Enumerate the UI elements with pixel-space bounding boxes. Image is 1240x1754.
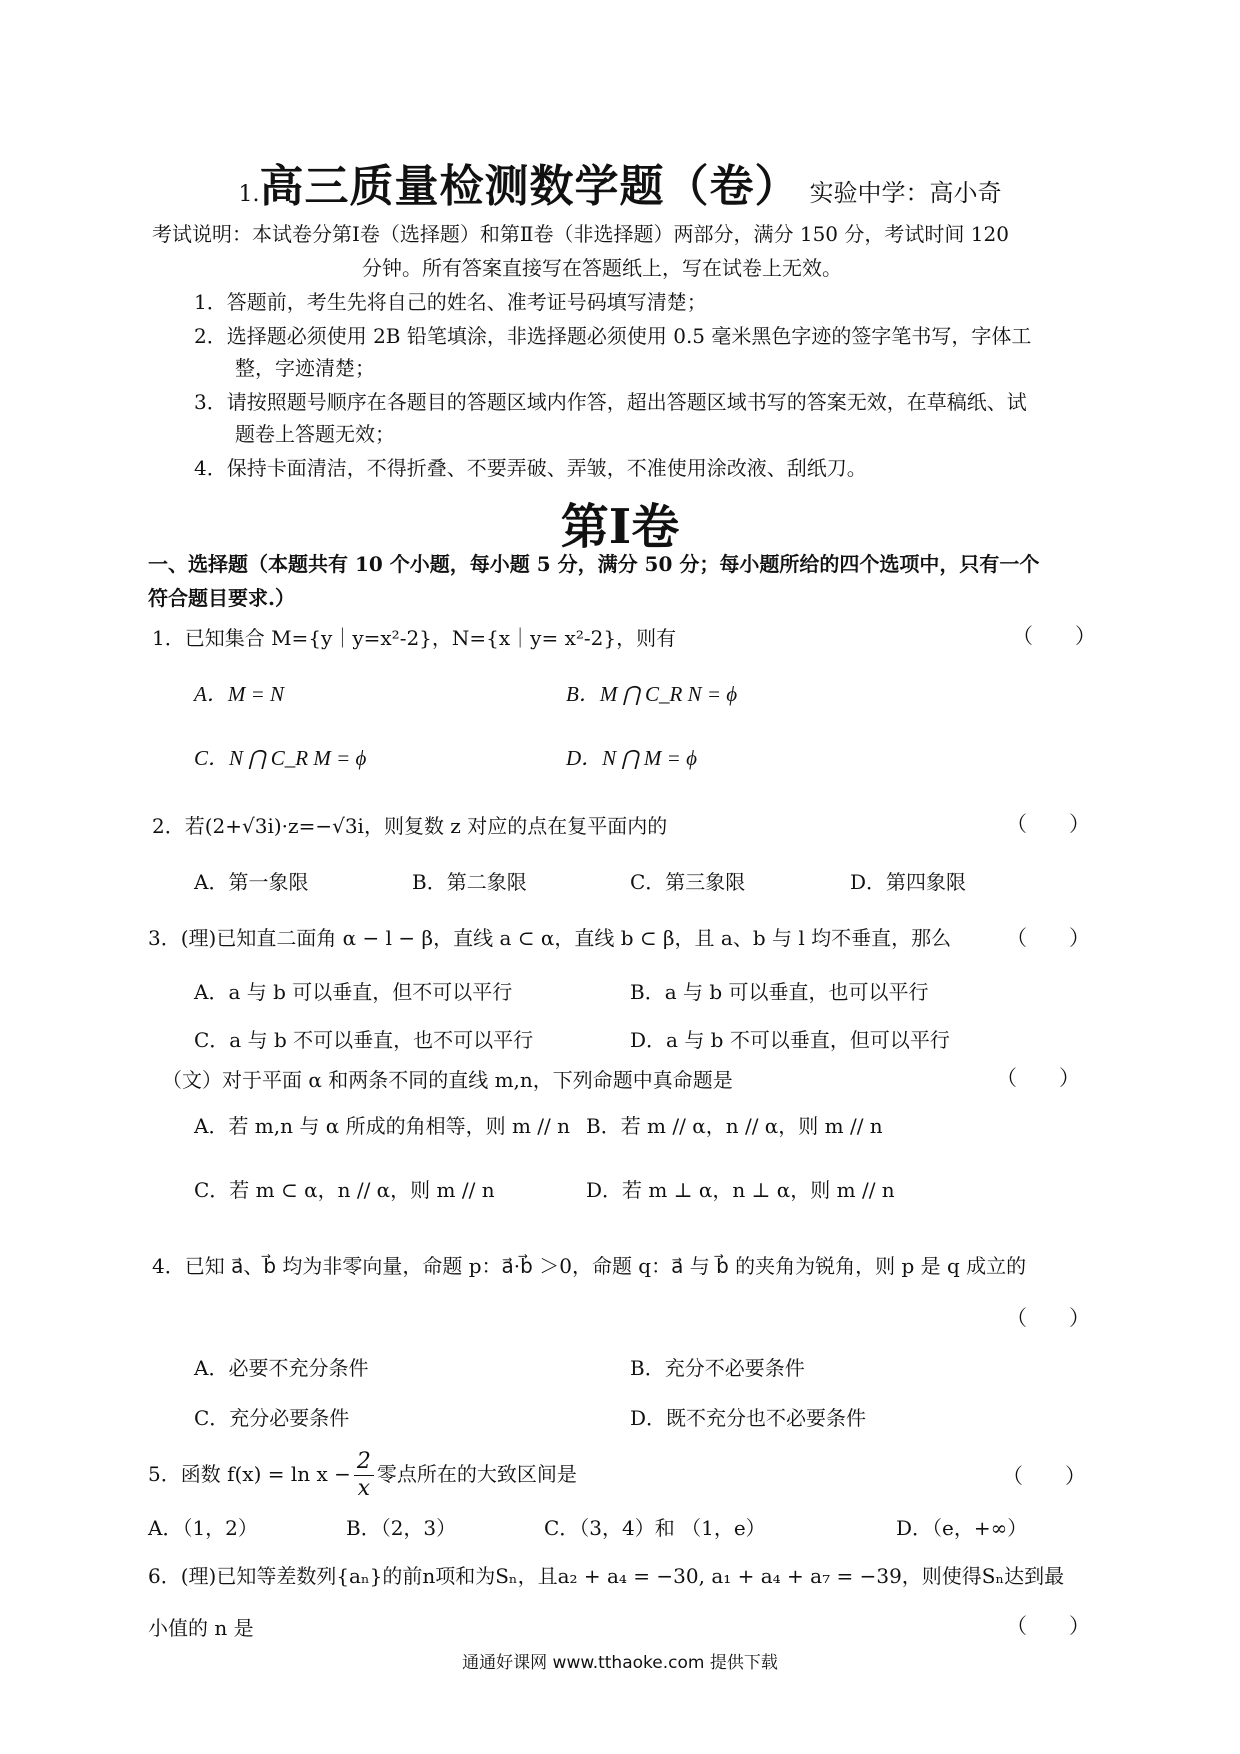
note-item-4: 4．保持卡面清洁，不得折叠、不要弄破、弄皱，不准使用涂改液、刮纸刀。	[194, 456, 867, 480]
q5-stem	[148, 1446, 577, 1502]
q5-option-c: C．（3，4）和 （1，e）	[544, 1516, 766, 1540]
q3-stem: 3．(理)已知直二面角 α − l − β，直线 a ⊂ α，直线 b ⊂ β，且 a、b 与 l 均不垂直，那么	[148, 926, 952, 950]
header-number: 1.	[238, 182, 260, 207]
exam-header	[0, 150, 1240, 214]
q2-answer-paren: （ ）	[1006, 812, 1090, 836]
q2-stem: 2．若(2+√3i)·z=−√3i，则复数 z 对应的点在复平面内的	[152, 814, 668, 838]
q3-wen-answer-paren: （ ）	[996, 1066, 1080, 1090]
q4-option-c: C．充分必要条件	[194, 1406, 350, 1430]
q1-answer-paren: （ ）	[1012, 624, 1096, 648]
q1-option-c: C．N ⋂ C_R M = ϕ	[194, 746, 367, 770]
q3-wen-option-d: D．若 m ⊥ α，n ⊥ α，则 m // n	[586, 1178, 895, 1202]
q4-stem: 4．已知 a⃗、b⃗ 均为非零向量，命题 p：a⃗·b⃗ ＞0，命题 q：a⃗ 与 b⃗ 的夹角为锐角，则 p 是 q 成立的	[152, 1254, 1027, 1278]
q1-option-d: D．N ⋂ M = ϕ	[566, 746, 697, 770]
q1-stem: 1．已知集合 M={y｜y=x²-2}，N={x｜y= x²-2}，则有	[152, 626, 677, 650]
q3-wen-option-a: A．若 m,n 与 α 所成的角相等，则 m // n	[194, 1114, 570, 1138]
exam-notes-line2: 分钟。所有答案直接写在答题纸上，写在试卷上无效。	[362, 256, 842, 280]
q5-fraction	[354, 1449, 374, 1502]
q3-option-b: B．a 与 b 可以垂直，也可以平行	[630, 980, 929, 1004]
q5-frac-den: x	[357, 1476, 371, 1501]
q3-answer-paren: （ ）	[1006, 926, 1090, 950]
q1-option-b: B．M ⋂ C_R N = ϕ	[566, 682, 738, 706]
q5-option-d: D．（e，+∞）	[896, 1516, 1028, 1540]
q3-wen-option-c: C．若 m ⊂ α，n // α，则 m // n	[194, 1178, 495, 1202]
q2-option-c: C．第三象限	[630, 870, 746, 894]
note-item-3-cont: 题卷上答题无效；	[235, 422, 395, 446]
exam-notes-line1: 考试说明：本试卷分第Ⅰ卷（选择题）和第Ⅱ卷（非选择题）两部分，满分 150 分，考试时间 120	[152, 222, 1009, 246]
q5-option-a: A．（1，2）	[148, 1516, 258, 1540]
q2-option-d: D．第四象限	[850, 870, 967, 894]
q4-option-b: B．充分不必要条件	[630, 1356, 805, 1380]
q6-stem-cont: 小值的 n 是	[148, 1616, 254, 1640]
q5-stem-post: 零点所在的大致区间是	[376, 1462, 577, 1486]
q3-option-d: D．a 与 b 不可以垂直，但可以平行	[630, 1028, 950, 1052]
note-item-2-cont: 整，字迹清楚；	[235, 356, 375, 380]
q2-option-b: B．第二象限	[412, 870, 527, 894]
q3-option-a: A．a 与 b 可以垂直，但不可以平行	[194, 980, 513, 1004]
q1-option-a: A．M = N	[194, 682, 284, 706]
q6-stem: 6．(理)已知等差数列{aₙ}的前n项和为Sₙ，且a₂ + a₄ = −30, a₁ + a₄ + a₇ = −39，则使得Sₙ达到最	[148, 1564, 1065, 1588]
q5-stem-pre: 5．函数 f(x) = ln x −	[148, 1462, 351, 1486]
q6-answer-paren: （ ）	[1006, 1614, 1090, 1638]
q2-option-a: A．第一象限	[194, 870, 309, 894]
q5-frac-num: 2	[354, 1449, 374, 1476]
note-item-1: 1．答题前，考生先将自己的姓名、准考证号码填写清楚；	[194, 290, 707, 314]
q5-option-b: B．（2，3）	[346, 1516, 457, 1540]
q4-answer-paren: （ ）	[1006, 1306, 1090, 1330]
q4-option-d: D．既不充分也不必要条件	[630, 1406, 867, 1430]
part1-instructions-cont: 符合题目要求.）	[148, 586, 295, 610]
section-heading: 第Ⅰ卷	[560, 499, 680, 555]
page-title: 高三质量检测数学题（卷）	[259, 161, 800, 212]
part1-instructions: 一、选择题（本题共有 10 个小题，每小题 5 分，满分 50 分；每小题所给的四个选项中，只有一个	[148, 552, 1040, 576]
q3-wen-option-b: B．若 m // α，n // α，则 m // n	[586, 1114, 883, 1138]
q4-option-a: A．必要不充分条件	[194, 1356, 369, 1380]
school-author: 实验中学：高小奇	[809, 179, 1002, 207]
note-item-3: 3．请按照题号顺序在各题目的答题区域内作答，超出答题区域书写的答案无效，在草稿纸、试	[194, 390, 1027, 414]
q3-wen-stem: （文）对于平面 α 和两条不同的直线 m,n，下列命题中真命题是	[162, 1068, 733, 1092]
q5-answer-paren: （ ）	[1002, 1464, 1086, 1488]
note-item-2: 2．选择题必须使用 2B 铅笔填涂，非选择题必须使用 0.5 毫米黑色字迹的签字笔书写，字体工	[194, 324, 1032, 348]
page-footer: 通通好课网 www.tthaoke.com 提供下载	[462, 1653, 778, 1673]
q3-option-c: C．a 与 b 不可以垂直，也不可以平行	[194, 1028, 534, 1052]
